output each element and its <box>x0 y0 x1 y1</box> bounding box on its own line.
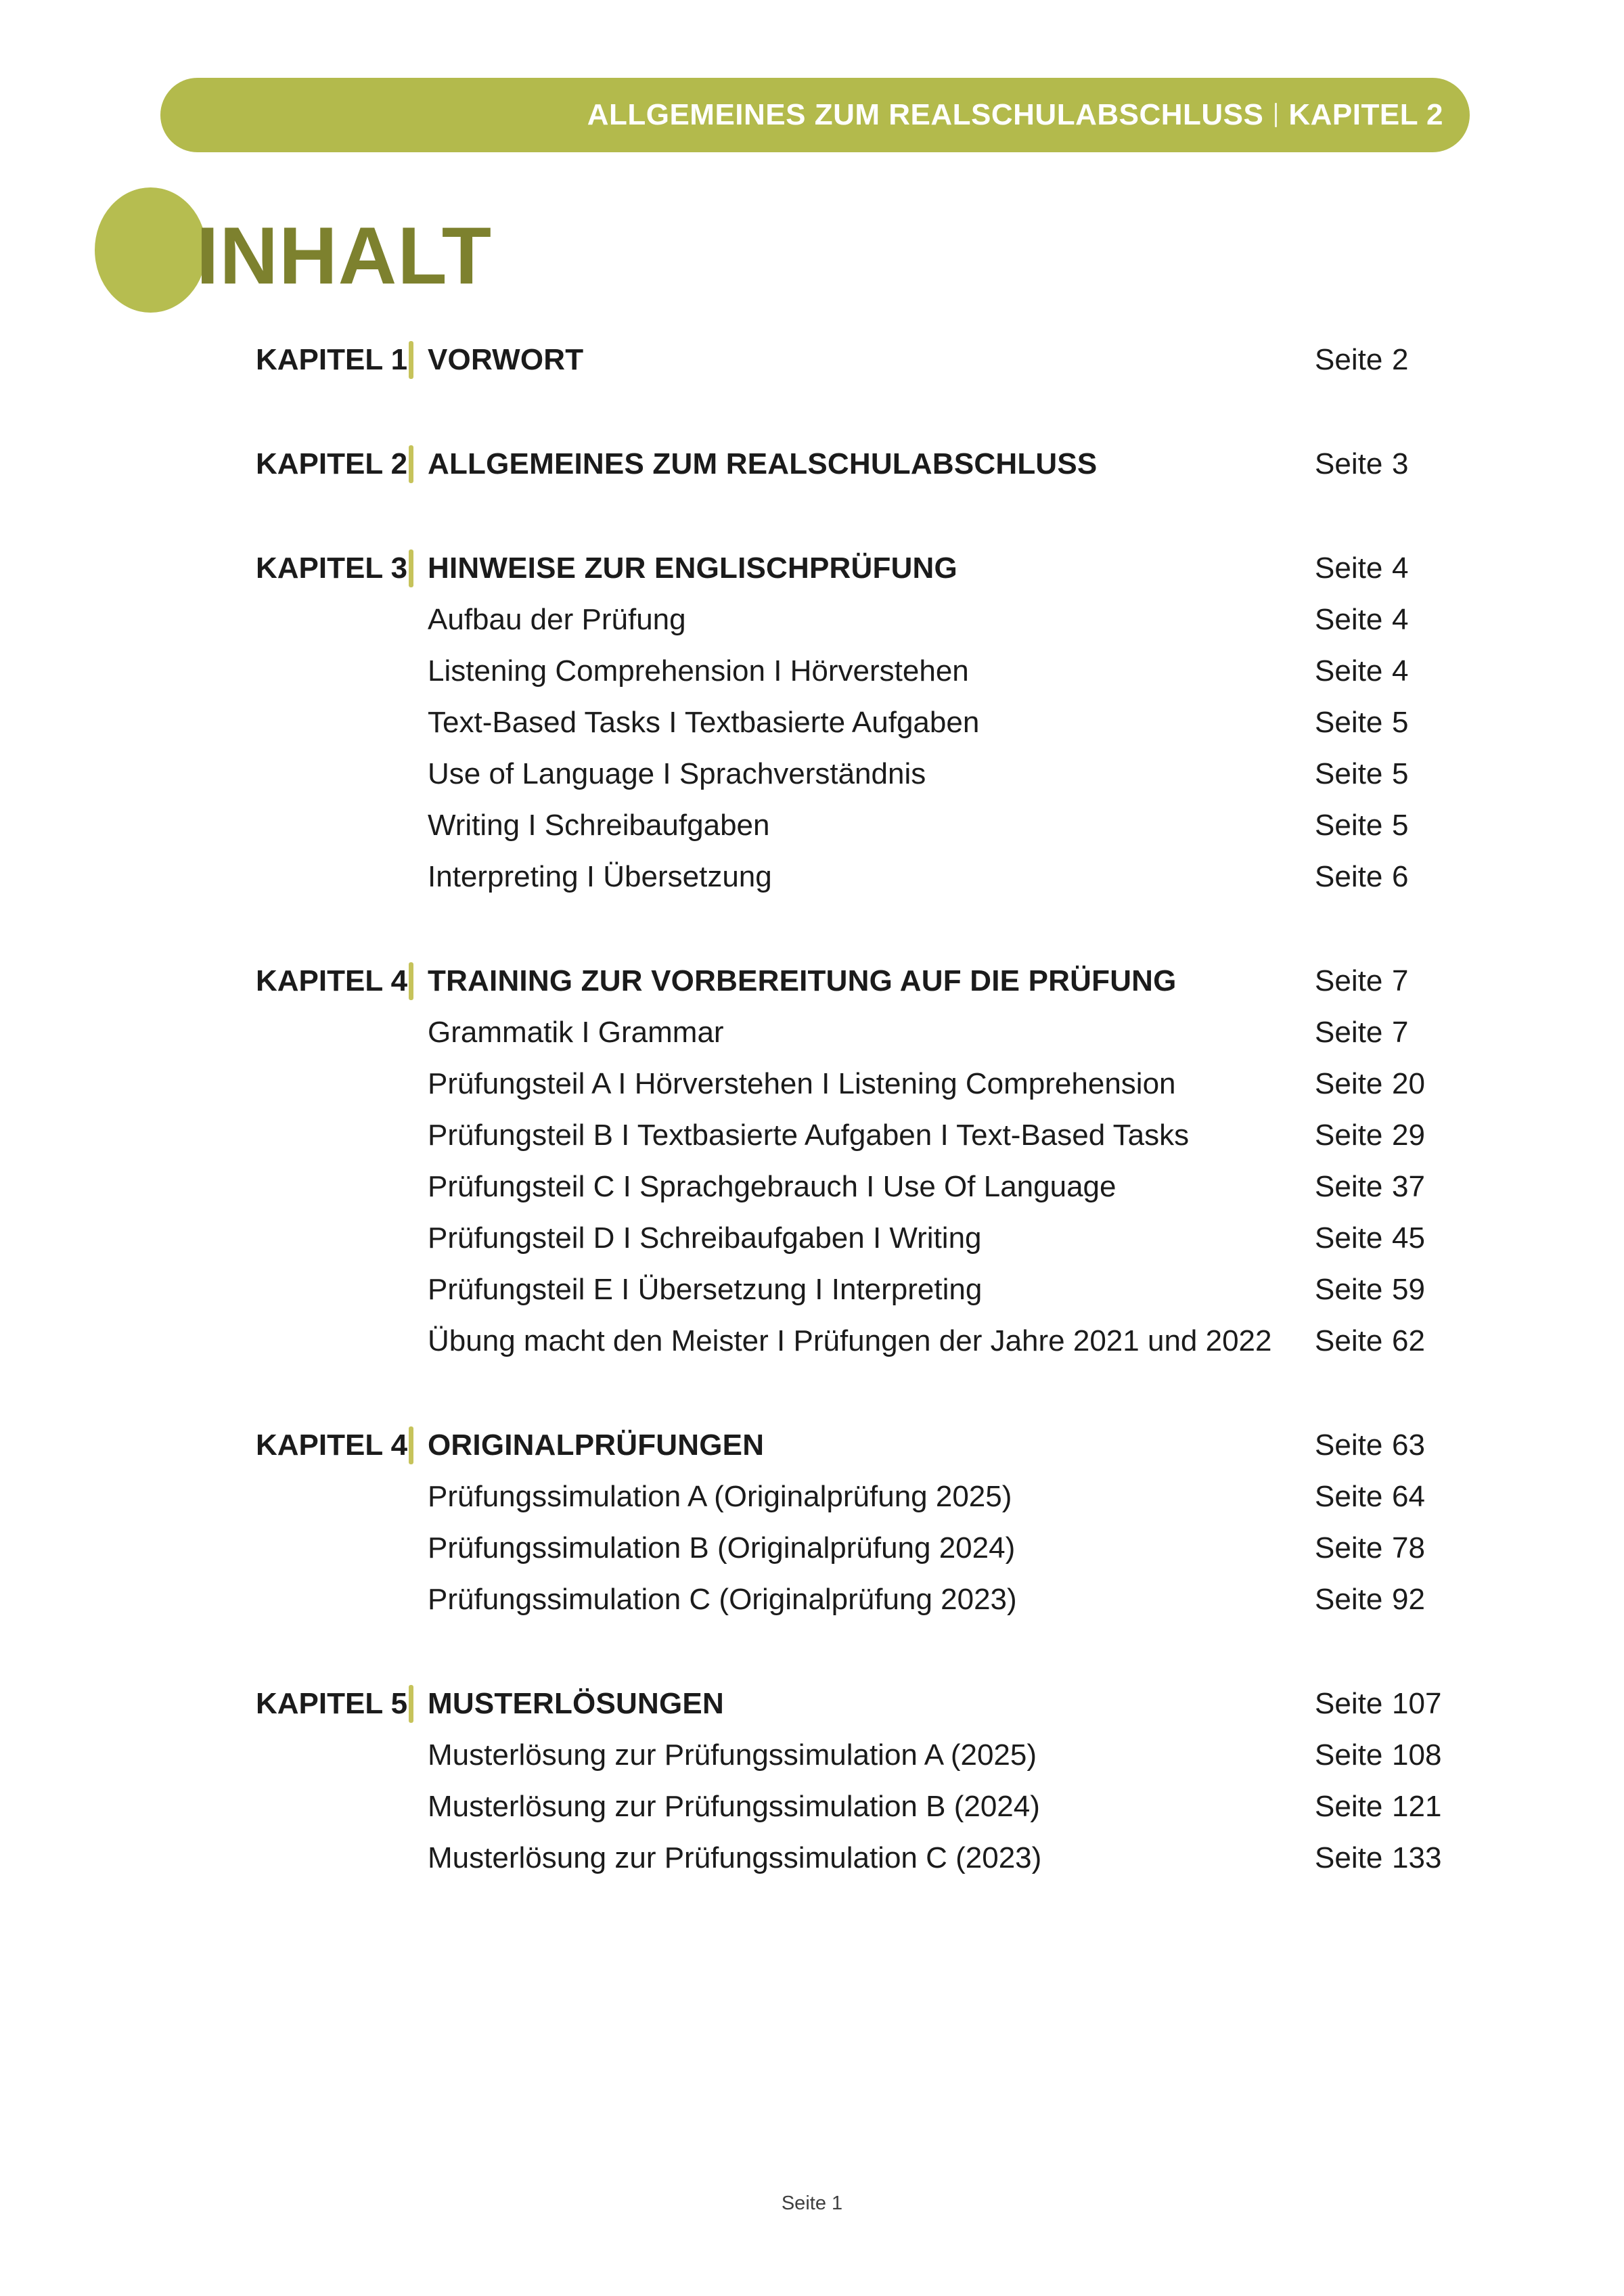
page-word: Seite <box>1315 964 1383 997</box>
toc-item-row <box>0 1781 1624 1832</box>
toc-section <box>0 1678 1624 1884</box>
page-reference <box>1315 1264 1425 1315</box>
page-number: 29 <box>1392 1119 1425 1152</box>
chapter-title: MUSTERLÖSUNGEN <box>428 1687 724 1720</box>
toc-item-row <box>0 1110 1624 1161</box>
page-reference <box>1315 697 1408 748</box>
chapter-title: HINWEISE ZUR ENGLISCHPRÜFUNG <box>428 552 957 585</box>
page-word: Seite <box>1315 552 1383 585</box>
page-word: Seite <box>1315 1790 1383 1823</box>
toc-item-row <box>0 800 1624 851</box>
item-title: Prüfungsteil C I Sprachgebrauch I Use Of Language <box>428 1170 1116 1203</box>
chapter-title: VORWORT <box>428 343 584 376</box>
chapter-separator-bar <box>409 549 413 587</box>
toc-item-row <box>0 1007 1624 1058</box>
toc-item-row <box>0 1264 1624 1315</box>
chapter-label: KAPITEL 3 <box>256 552 408 585</box>
toc-section <box>0 955 1624 1367</box>
page-word: Seite <box>1315 447 1383 480</box>
item-title: Prüfungssimulation B (Originalprüfung 2024) <box>428 1531 1016 1565</box>
toc-section <box>0 1420 1624 1625</box>
page-reference <box>1315 1007 1408 1058</box>
page-number: 133 <box>1392 1841 1442 1874</box>
item-title: Use of Language I Sprachverständnis <box>428 757 926 790</box>
page-reference <box>1315 1161 1425 1213</box>
page-reference <box>1315 1781 1441 1832</box>
page-number: 37 <box>1392 1170 1425 1203</box>
page-number: 5 <box>1392 757 1409 790</box>
page-number: 78 <box>1392 1531 1425 1565</box>
page-number: 20 <box>1392 1067 1425 1100</box>
item-title: Interpreting I Übersetzung <box>428 860 772 893</box>
page-word: Seite <box>1315 1738 1383 1772</box>
page-reference <box>1315 1213 1425 1264</box>
page-word: Seite <box>1315 860 1383 893</box>
page-number: 6 <box>1392 860 1409 893</box>
toc-item-row <box>0 1471 1624 1523</box>
chapter-label: KAPITEL 1 <box>256 343 408 376</box>
page-word: Seite <box>1315 1119 1383 1152</box>
header-section-title: ALLGEMEINES ZUM REALSCHULABSCHLUSS <box>587 98 1264 131</box>
toc-chapter-row <box>0 1420 1624 1471</box>
page-word: Seite <box>1315 757 1383 790</box>
page-number: 121 <box>1392 1790 1442 1823</box>
page-word: Seite <box>1315 1016 1383 1049</box>
page-number: 7 <box>1392 1016 1409 1049</box>
chapter-separator-bar <box>409 445 413 483</box>
page-number: 107 <box>1392 1687 1442 1720</box>
toc-item-row <box>0 1832 1624 1884</box>
page-number: 4 <box>1392 603 1409 636</box>
page-word: Seite <box>1315 1531 1383 1565</box>
header-separator-bar <box>1275 103 1277 127</box>
page-word: Seite <box>1315 1687 1383 1720</box>
page-reference <box>1315 955 1408 1007</box>
page-word: Seite <box>1315 343 1383 376</box>
page-word: Seite <box>1315 706 1383 739</box>
page-reference <box>1315 438 1408 490</box>
page-number: 108 <box>1392 1738 1442 1772</box>
item-title: Prüfungssimulation C (Originalprüfung 2023) <box>428 1583 1017 1616</box>
page-number: 5 <box>1392 706 1409 739</box>
page-word: Seite <box>1315 1583 1383 1616</box>
item-title: Musterlösung zur Prüfungssimulation B (2024) <box>428 1790 1040 1823</box>
page-reference <box>1315 1523 1425 1574</box>
page-reference <box>1315 594 1408 646</box>
toc-item-row <box>0 594 1624 646</box>
chapter-label: KAPITEL 4 <box>256 1428 408 1462</box>
page-reference <box>1315 1058 1425 1110</box>
chapter-label: KAPITEL 5 <box>256 1687 408 1720</box>
page-word: Seite <box>1315 1841 1383 1874</box>
toc-chapter-row <box>0 543 1624 594</box>
item-title: Prüfungsteil E I Übersetzung I Interpreting <box>428 1273 983 1306</box>
toc-chapter-row <box>0 438 1624 490</box>
toc-section <box>0 334 1624 386</box>
page-reference <box>1315 646 1408 697</box>
toc-item-row <box>0 1213 1624 1264</box>
toc-chapter-row <box>0 955 1624 1007</box>
chapter-label: KAPITEL 4 <box>256 964 408 997</box>
chapter-title: TRAINING ZUR VORBEREITUNG AUF DIE PRÜFUNG <box>428 964 1177 997</box>
title-accent-ellipse <box>95 187 206 313</box>
chapter-separator-bar <box>409 962 413 1000</box>
item-title: Prüfungssimulation A (Originalprüfung 2025) <box>428 1480 1012 1513</box>
page-number: 4 <box>1392 654 1409 688</box>
page-word: Seite <box>1315 603 1383 636</box>
toc-item-row <box>0 1574 1624 1625</box>
page-number: 2 <box>1392 343 1409 376</box>
page-reference <box>1315 1315 1425 1367</box>
chapter-title: ORIGINALPRÜFUNGEN <box>428 1428 765 1462</box>
page-reference <box>1315 1730 1441 1781</box>
item-title: Text-Based Tasks I Textbasierte Aufgaben <box>428 706 980 739</box>
item-title: Writing I Schreibaufgaben <box>428 809 770 842</box>
page-reference <box>1315 1420 1425 1471</box>
item-title: Prüfungsteil B I Textbasierte Aufgaben I Text-Based Tasks <box>428 1119 1190 1152</box>
page-number: 45 <box>1392 1221 1425 1255</box>
page-reference <box>1315 1574 1425 1625</box>
page-word: Seite <box>1315 1480 1383 1513</box>
page-reference <box>1315 748 1408 800</box>
item-title: Übung macht den Meister I Prüfungen der Jahre 2021 und 2022 <box>428 1324 1272 1357</box>
page-reference <box>1315 1110 1425 1161</box>
page-word: Seite <box>1315 1273 1383 1306</box>
page-number: 3 <box>1392 447 1409 480</box>
header-chapter-label: KAPITEL 2 <box>1288 98 1443 131</box>
page-word: Seite <box>1315 1170 1383 1203</box>
toc-item-row <box>0 646 1624 697</box>
toc-item-row <box>0 697 1624 748</box>
page-word: Seite <box>1315 1428 1383 1462</box>
page-number: 64 <box>1392 1480 1425 1513</box>
page-word: Seite <box>1315 654 1383 688</box>
page-reference <box>1315 334 1408 386</box>
toc-section <box>0 438 1624 490</box>
page-word: Seite <box>1315 1324 1383 1357</box>
toc-item-row <box>0 748 1624 800</box>
page-title: INHALT <box>196 210 493 301</box>
page-reference <box>1315 800 1408 851</box>
page-number: 4 <box>1392 552 1409 585</box>
item-title: Prüfungsteil A I Hörverstehen I Listening Comprehension <box>428 1067 1176 1100</box>
page-reference <box>1315 1471 1425 1523</box>
page-number: 59 <box>1392 1273 1425 1306</box>
toc-item-row <box>0 1058 1624 1110</box>
page-reference <box>1315 543 1408 594</box>
item-title: Grammatik I Grammar <box>428 1016 724 1049</box>
page-number: 63 <box>1392 1428 1425 1462</box>
toc-item-row <box>0 1161 1624 1213</box>
item-title: Musterlösung zur Prüfungssimulation A (2025) <box>428 1738 1037 1772</box>
page-word: Seite <box>1315 1067 1383 1100</box>
item-title: Aufbau der Prüfung <box>428 603 686 636</box>
toc-chapter-row <box>0 1678 1624 1730</box>
chapter-header-bar <box>160 78 1470 152</box>
chapter-label: KAPITEL 2 <box>256 447 408 480</box>
toc-item-row <box>0 1523 1624 1574</box>
table-of-contents <box>0 334 1624 1884</box>
page-reference <box>1315 1678 1441 1730</box>
chapter-separator-bar <box>409 341 413 379</box>
toc-item-row <box>0 1730 1624 1781</box>
item-title: Listening Comprehension I Hörverstehen <box>428 654 969 688</box>
item-title: Musterlösung zur Prüfungssimulation C (2023) <box>428 1841 1042 1874</box>
toc-section <box>0 543 1624 903</box>
toc-item-row <box>0 851 1624 903</box>
chapter-separator-bar <box>409 1685 413 1723</box>
page-footer: Seite 1 <box>781 2192 843 2214</box>
toc-item-row <box>0 1315 1624 1367</box>
page-number: 62 <box>1392 1324 1425 1357</box>
page-number: 7 <box>1392 964 1409 997</box>
page-number: 5 <box>1392 809 1409 842</box>
page-number: 92 <box>1392 1583 1425 1616</box>
toc-chapter-row <box>0 334 1624 386</box>
page-reference <box>1315 851 1408 903</box>
item-title: Prüfungsteil D I Schreibaufgaben I Writing <box>428 1221 982 1255</box>
page-reference <box>1315 1832 1441 1884</box>
chapter-separator-bar <box>409 1426 413 1464</box>
page-word: Seite <box>1315 1221 1383 1255</box>
page-word: Seite <box>1315 809 1383 842</box>
chapter-title: ALLGEMEINES ZUM REALSCHULABSCHLUSS <box>428 447 1098 480</box>
